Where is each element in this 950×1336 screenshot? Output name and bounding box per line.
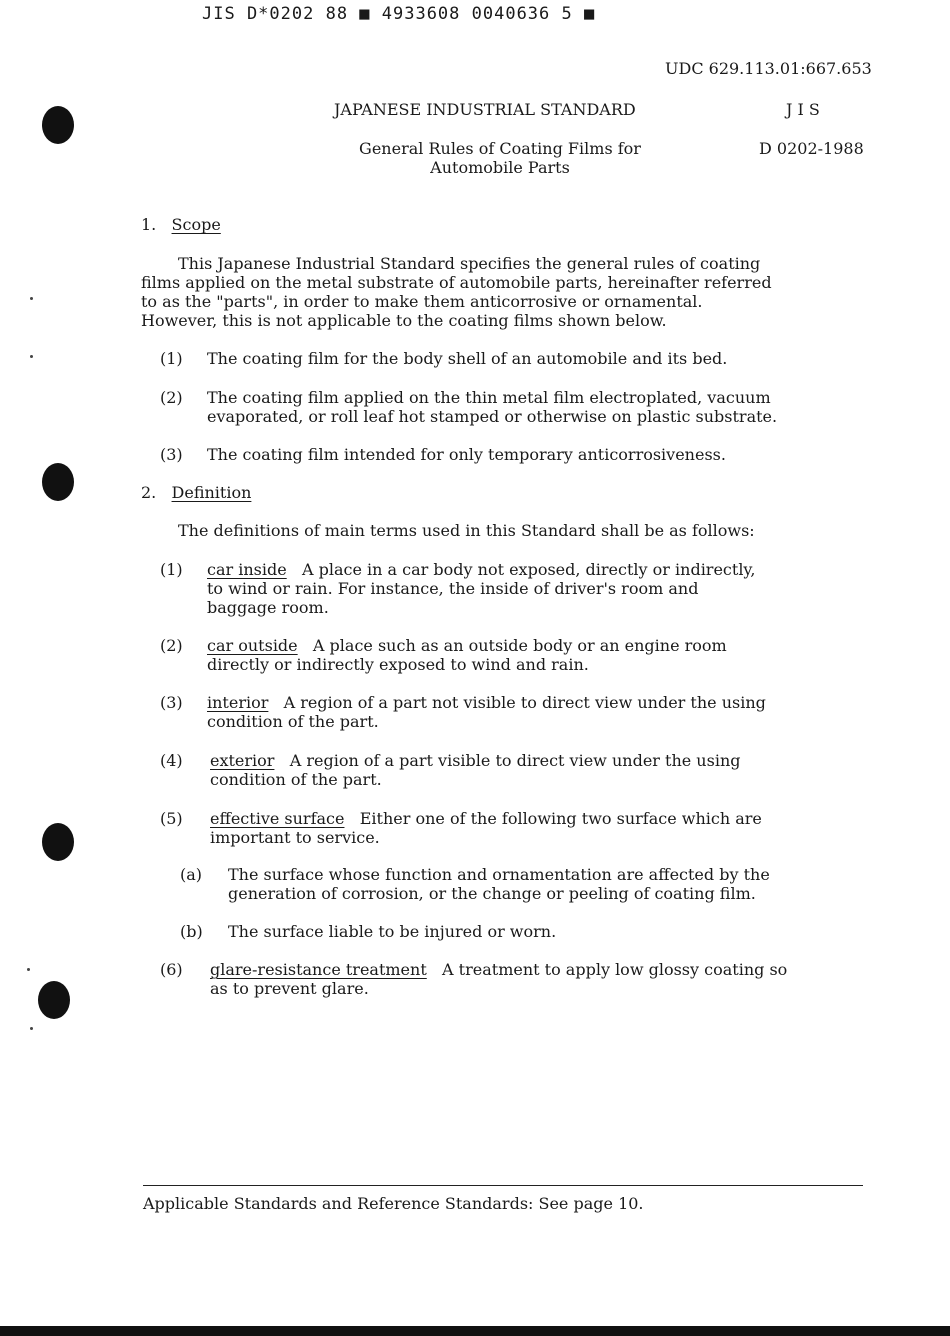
defined-term: glare-resistance treatment: [210, 960, 427, 979]
item-number: (2): [160, 636, 183, 655]
scan-bottom-edge: [0, 1326, 950, 1336]
punch-hole: [38, 981, 70, 1019]
item-line: The surface whose function and ornamentation are affected by the: [228, 865, 770, 884]
subitem: [228, 922, 556, 941]
item-line: [210, 809, 870, 828]
paragraph-line: to as the "parts", in order to make them anticorrosive or ornamental.: [141, 292, 703, 311]
subitem: [228, 865, 770, 903]
defined-term: exterior: [210, 751, 275, 770]
item-line: The surface liable to be injured or worn.: [228, 922, 557, 941]
list-item: [207, 445, 726, 464]
item-line: evaporated, or roll leaf hot stamped or otherwise on plastic substrate.: [207, 407, 778, 426]
org-title: JAPANESE INDUSTRIAL STANDARD: [334, 100, 636, 119]
section-number: 1.: [141, 215, 157, 234]
item-line: baggage room.: [207, 598, 329, 617]
jis-mark: J I S: [786, 100, 820, 119]
definition-text: A place in a car body not exposed, directly or indirectly,: [301, 560, 756, 579]
definition-text: Either one of the following two surface which are: [359, 809, 762, 828]
paragraph-line: This Japanese Industrial Standard specifies the general rules of coating: [178, 254, 761, 273]
item-line: The coating film intended for only temporary anticorrosiveness.: [207, 445, 726, 464]
definition-text: A place such as an outside body or an engine room: [312, 636, 727, 655]
item-number: (6): [160, 960, 183, 979]
footer-note: Applicable Standards and Reference Standards: See page 10.: [143, 1194, 644, 1213]
item-line: as to prevent glare.: [210, 979, 369, 998]
punch-hole: [42, 106, 74, 144]
doc-title: [300, 139, 700, 177]
section-number: 2.: [141, 483, 157, 502]
item-line: [207, 636, 867, 655]
barcode-line: [202, 4, 595, 24]
item-line: condition of the part.: [210, 770, 382, 789]
definition-text: A region of a part visible to direct view under the using: [289, 751, 741, 770]
punch-hole: [42, 463, 74, 501]
definition-text: A region of a part not visible to direct view under the using: [283, 693, 766, 712]
definition-item: [207, 693, 867, 731]
paragraph-line: films applied on the metal substrate of automobile parts, hereinafter referred: [141, 273, 772, 292]
item-number: (1): [160, 560, 183, 579]
item-line: generation of corrosion, or the change or peeling of coating film.: [228, 884, 756, 903]
defined-term: car outside: [207, 636, 298, 655]
item-number: (1): [160, 349, 183, 368]
scan-speck: [30, 297, 33, 300]
punch-hole: [42, 823, 74, 861]
list-item: [207, 388, 777, 426]
definition-item: [207, 636, 867, 674]
scan-speck: [30, 355, 33, 358]
definition-text: A treatment to apply low glossy coating so: [442, 960, 788, 979]
udc-code: UDC 629.113.01:667.653: [665, 59, 872, 78]
definition-item: [210, 751, 870, 789]
defined-term: effective surface: [210, 809, 345, 828]
footer-divider: [143, 1185, 863, 1186]
item-number: (3): [160, 693, 183, 712]
item-line: to wind or rain. For instance, the inside of driver's room and: [207, 579, 699, 598]
paragraph-line: However, this is not applicable to the coating films shown below.: [141, 311, 667, 330]
item-line: [210, 751, 870, 770]
item-line: [207, 560, 867, 579]
barcode-text: JIS D*0202 88 ■ 4933608 0040636 5 ■: [202, 4, 596, 24]
item-line: The coating film applied on the thin metal film electroplated, vacuum: [207, 388, 771, 407]
scan-speck: [30, 1027, 33, 1030]
definition-item: [210, 960, 870, 998]
section-title: Scope: [171, 215, 221, 234]
item-line: The coating film for the body shell of an automobile and its bed.: [207, 349, 728, 368]
doc-title-line: Automobile Parts: [430, 158, 570, 177]
doc-title-line: General Rules of Coating Films for: [359, 139, 641, 158]
list-item: [207, 349, 727, 368]
definition-item: [207, 560, 867, 617]
subitem-number: (a): [180, 865, 203, 884]
item-line: condition of the part.: [207, 712, 379, 731]
item-number: (3): [160, 445, 183, 464]
item-line: directly or indirectly exposed to wind and rain.: [207, 655, 589, 674]
definition-intro: The definitions of main terms used in this Standard shall be as follows:: [178, 521, 755, 540]
item-line: important to service.: [210, 828, 380, 847]
scope-intro: [141, 254, 881, 330]
defined-term: interior: [207, 693, 269, 712]
definition-item: [210, 809, 870, 847]
defined-term: car inside: [207, 560, 287, 579]
item-line: [210, 960, 870, 979]
scan-speck: [27, 968, 30, 971]
item-number: (5): [160, 809, 183, 828]
item-line: [207, 693, 867, 712]
doc-number: D 0202-1988: [759, 139, 864, 158]
section-title: Definition: [171, 483, 252, 502]
item-number: (4): [160, 751, 183, 770]
subitem-number: (b): [180, 922, 203, 941]
section-scope-heading: [141, 215, 221, 234]
section-definition-heading: [141, 483, 251, 502]
item-number: (2): [160, 388, 183, 407]
